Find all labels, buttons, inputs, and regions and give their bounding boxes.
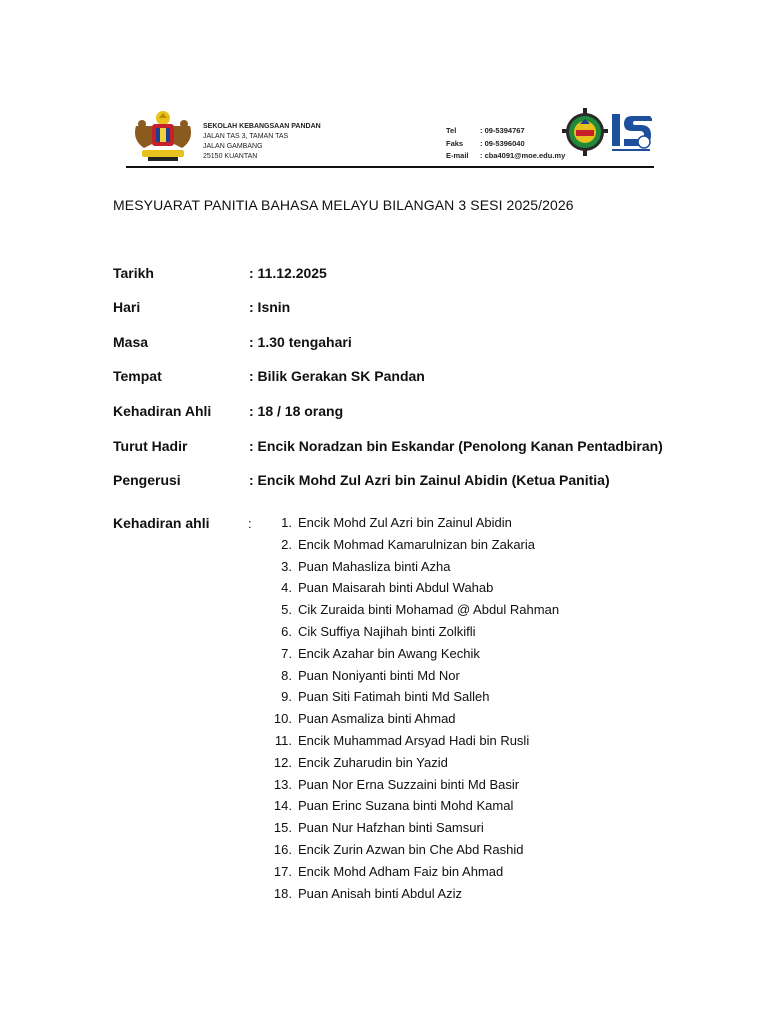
list-item (262, 513, 559, 535)
document-title: MESYUARAT PANITIA BAHASA MELAYU BILANGAN 3 SESI 2025/2026 (113, 197, 574, 213)
field-label: Hari (113, 299, 141, 315)
field-value: : Isnin (249, 299, 291, 315)
list-item (262, 622, 559, 644)
member-name: Puan Anisah binti Abdul Aziz (298, 885, 463, 901)
list-number: 15. (273, 820, 292, 836)
field-date (113, 265, 733, 281)
list-number: 16. (273, 841, 292, 857)
school-badge-logo (562, 108, 608, 156)
contact-label: E-mail (446, 151, 469, 160)
list-item (262, 818, 559, 840)
field-also-present (113, 438, 733, 454)
list-number: 11. (274, 732, 292, 748)
field-label: Tempat (113, 368, 162, 384)
member-name: Puan Erinc Suzana binti Mohd Kamal (298, 798, 514, 814)
list-number: 4. (281, 580, 292, 596)
field-chairperson (113, 472, 733, 488)
school-address-block (203, 122, 321, 162)
list-number: 17. (273, 863, 292, 879)
contact-row-fax (446, 138, 565, 151)
contact-label: Tel (446, 126, 457, 135)
member-name: Encik Muhammad Arsyad Hadi bin Rusli (298, 732, 530, 748)
list-number: 2. (281, 536, 292, 552)
member-name: Cik Zuraida binti Mohamad @ Abdul Rahman (298, 602, 560, 618)
list-number: 8. (281, 667, 292, 683)
contact-value: : 09-5396040 (480, 138, 525, 148)
malaysia-crest-logo (130, 108, 196, 164)
attendance-colon: : (248, 516, 252, 531)
field-value: : 1.30 tengahari (249, 334, 352, 350)
list-number: 7. (281, 645, 292, 661)
member-name: Encik Azahar bin Awang Kechik (298, 645, 480, 661)
attendance-list (262, 513, 559, 905)
member-name: Encik Mohd Zul Azri bin Zainul Abidin (298, 515, 512, 530)
letterhead-divider (126, 166, 654, 168)
list-number: 13. (273, 776, 292, 792)
member-name: Cik Suffiya Najihah binti Zolkifli (298, 623, 476, 639)
member-name: Encik Mohd Adham Faiz bin Ahmad (298, 863, 504, 879)
field-day (113, 299, 733, 315)
field-time (113, 334, 733, 350)
list-number: 10. (273, 711, 292, 727)
list-item (262, 644, 559, 666)
field-label: Kehadiran Ahli (113, 403, 212, 419)
member-name: Puan Nor Erna Suzzaini binti Md Basir (298, 776, 520, 792)
list-number: 5. (281, 602, 292, 618)
list-item (262, 666, 559, 688)
school-name: SEKOLAH KEBANGSAAN PANDAN (203, 123, 321, 130)
list-item (262, 731, 559, 753)
address-line: JALAN TAS 3, TAMAN TAS (203, 133, 289, 140)
list-number: 1. (281, 515, 292, 530)
member-name: Puan Mahasliza binti Azha (298, 558, 451, 574)
contact-value: : 09-5394767 (480, 126, 525, 135)
member-name: Puan Maisarah binti Abdul Wahab (298, 580, 494, 596)
member-name: Puan Noniyanti binti Md Nor (298, 667, 460, 683)
list-item (262, 578, 559, 600)
list-item (262, 840, 559, 862)
member-name: Puan Nur Hafzhan binti Samsuri (298, 820, 484, 836)
attendance-label: Kehadiran ahli (113, 515, 210, 531)
is-logo (610, 110, 652, 154)
list-item (262, 884, 559, 906)
list-number: 18. (273, 885, 292, 901)
member-name: Puan Siti Fatimah binti Md Salleh (298, 689, 490, 705)
member-name: Encik Mohmad Kamarulnizan bin Zakaria (298, 536, 535, 552)
list-number: 3. (281, 558, 292, 574)
contact-row-tel (446, 125, 565, 138)
member-name: Puan Asmaliza binti Ahmad (298, 711, 456, 727)
list-item (262, 796, 559, 818)
address-line: JALAN GAMBANG (203, 143, 263, 150)
list-number: 6. (281, 623, 292, 639)
list-item (262, 535, 559, 557)
member-name: Encik Zurin Azwan bin Che Abd Rashid (298, 841, 524, 857)
field-label: Tarikh (113, 265, 154, 281)
field-label: Masa (113, 334, 149, 350)
list-item (262, 709, 559, 731)
list-number: 12. (273, 754, 292, 770)
field-attendance-count (113, 403, 733, 419)
contact-label: Faks (446, 138, 464, 148)
list-item (262, 862, 559, 884)
field-label: Pengerusi (113, 472, 181, 488)
list-item (262, 753, 559, 775)
field-venue (113, 368, 733, 384)
list-number: 14. (273, 798, 292, 814)
member-name: Encik Zuharudin bin Yazid (298, 754, 448, 770)
list-item (262, 775, 559, 797)
list-number: 9. (281, 689, 292, 705)
contact-block (446, 125, 565, 163)
contact-row-email (446, 150, 565, 163)
field-label: Turut Hadir (113, 438, 188, 454)
address-line: 25150 KUANTAN (203, 153, 258, 160)
list-item (262, 600, 559, 622)
field-value: : Encik Noradzan bin Eskandar (Penolong Kanan Pentadbiran) (249, 438, 663, 454)
list-item (262, 687, 559, 709)
field-value: : Encik Mohd Zul Azri bin Zainul Abidin (Ketua Panitia) (249, 472, 610, 488)
field-value: : Bilik Gerakan SK Pandan (249, 368, 425, 384)
field-value: : 18 / 18 orang (249, 403, 344, 419)
field-value: : 11.12.2025 (249, 265, 327, 281)
contact-value: : cba4091@moe.edu.my (480, 151, 566, 160)
list-item (262, 557, 559, 579)
